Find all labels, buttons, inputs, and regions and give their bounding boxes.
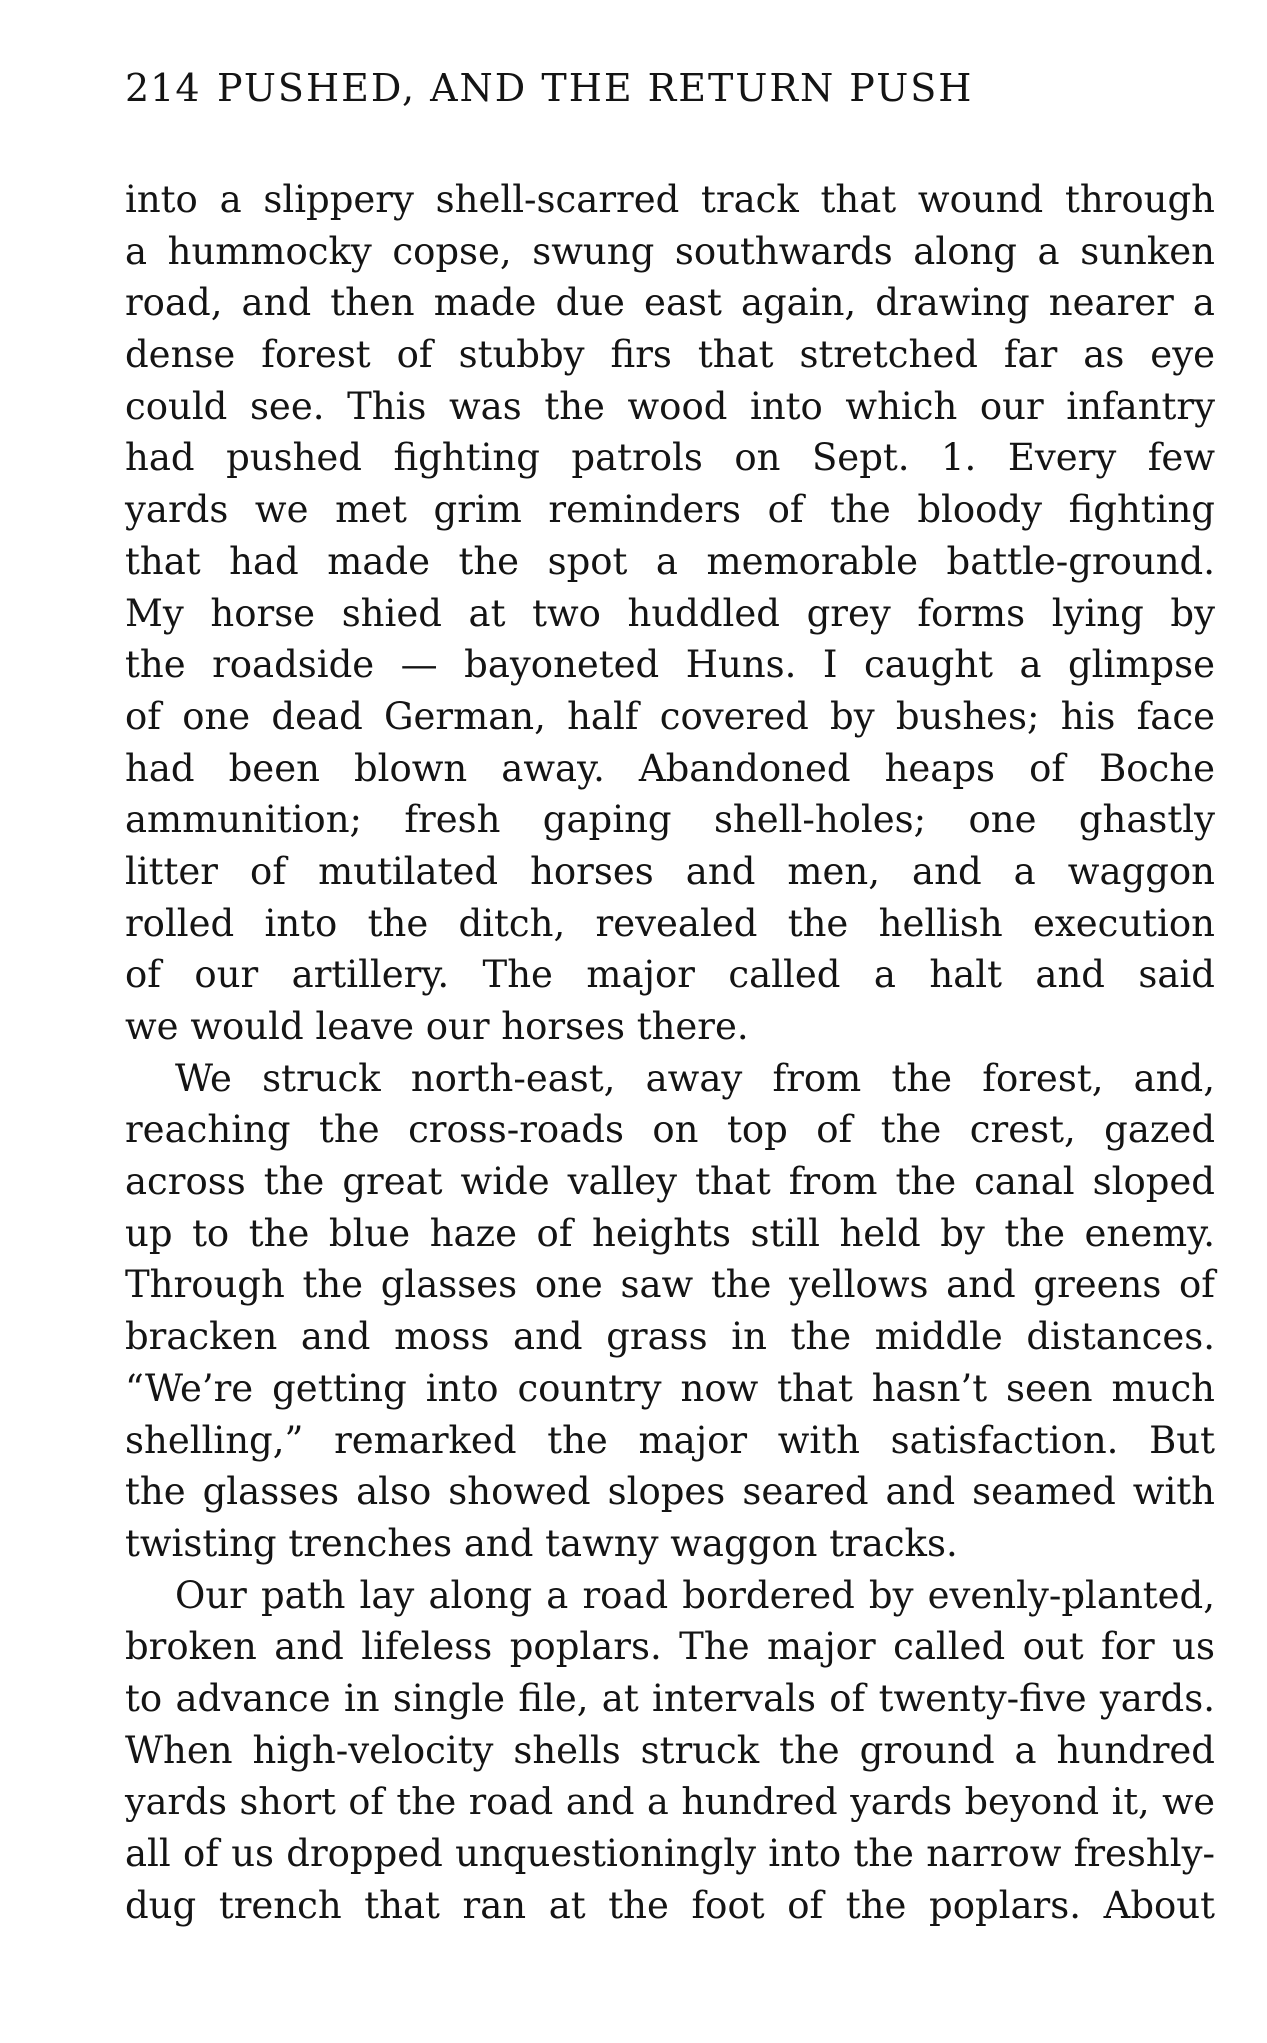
text-line: twisting trenches and tawny waggon tracks. xyxy=(125,1521,958,1565)
text-line: Our path lay along a road bordered by evenly-planted, xyxy=(175,1573,1215,1617)
text-line: across the great wide valley that from the canal sloped xyxy=(125,1160,1215,1204)
text-line: “We’re getting into country now that hasn’t seen much xyxy=(125,1366,1215,1410)
text-line: up to the blue haze of heights still held by the enemy. xyxy=(125,1211,1215,1255)
text-line: dug trench that ran at the foot of the poplars. About xyxy=(125,1883,1215,1927)
text-line: shelling,” remarked the major with satisfaction. But xyxy=(125,1418,1215,1462)
text-line: the roadside — bayoneted Huns. I caught a glimpse xyxy=(125,643,1215,687)
text-line: that had made the spot a memorable battle-ground. xyxy=(125,539,1215,583)
text-line: to advance in single file, at intervals of twenty-five yards. xyxy=(125,1676,1215,1720)
text-line: the glasses also showed slopes seared and seamed with xyxy=(125,1470,1215,1514)
text-line: we would leave our horses there. xyxy=(125,1005,749,1048)
text-line: yards we met grim reminders of the bloody fighting xyxy=(125,488,1215,532)
text-line: had been blown away. Abandoned heaps of Boche xyxy=(125,746,1215,790)
text-line: yards short of the road and a hundred yards beyond it, we xyxy=(125,1780,1215,1824)
text-line: dense forest of stubby firs that stretched far as eye xyxy=(125,333,1215,377)
text-line: When high-velocity shells struck the ground a hundred xyxy=(125,1728,1215,1772)
text-line: We struck north-east, away from the forest, and, xyxy=(175,1056,1215,1100)
text-line: road, and then made due east again, drawing nearer a xyxy=(125,281,1215,325)
text-line: broken and lifeless poplars. The major called out for us xyxy=(125,1625,1215,1669)
text-line: all of us dropped unquestioningly into the narrow freshly- xyxy=(125,1832,1215,1875)
text-line: could see. This was the wood into which our infantry xyxy=(125,384,1215,428)
text-line: rolled into the ditch, revealed the hellish execution xyxy=(125,901,1215,945)
text-line: My horse shied at two huddled grey forms lying by xyxy=(125,591,1215,635)
body-text xyxy=(125,174,1215,1931)
book-page xyxy=(125,58,1215,1931)
text-line: into a slippery shell-scarred track that wound through xyxy=(125,178,1215,221)
text-line: had pushed fighting patrols on Sept. 1. Every few xyxy=(125,436,1215,480)
text-line: ammunition; fresh gaping shell-holes; one ghastly xyxy=(125,798,1215,842)
text-line: bracken and moss and grass in the middle distances. xyxy=(125,1315,1215,1359)
running-head xyxy=(125,58,1215,118)
text-line: of our artillery. The major called a halt and said xyxy=(125,953,1215,997)
text-line: Through the glasses one saw the yellows and greens of xyxy=(125,1263,1215,1307)
page-number: 214 xyxy=(125,66,201,110)
text-line: a hummocky copse, swung southwards along a sunken xyxy=(125,229,1215,273)
text-line: reaching the cross-roads on top of the crest, gazed xyxy=(125,1108,1215,1152)
text-line: of one dead German, half covered by bushes; his face xyxy=(125,694,1215,738)
running-title: PUSHED, AND THE RETURN PUSH xyxy=(217,66,974,110)
text-line: litter of mutilated horses and men, and a waggon xyxy=(125,849,1215,893)
